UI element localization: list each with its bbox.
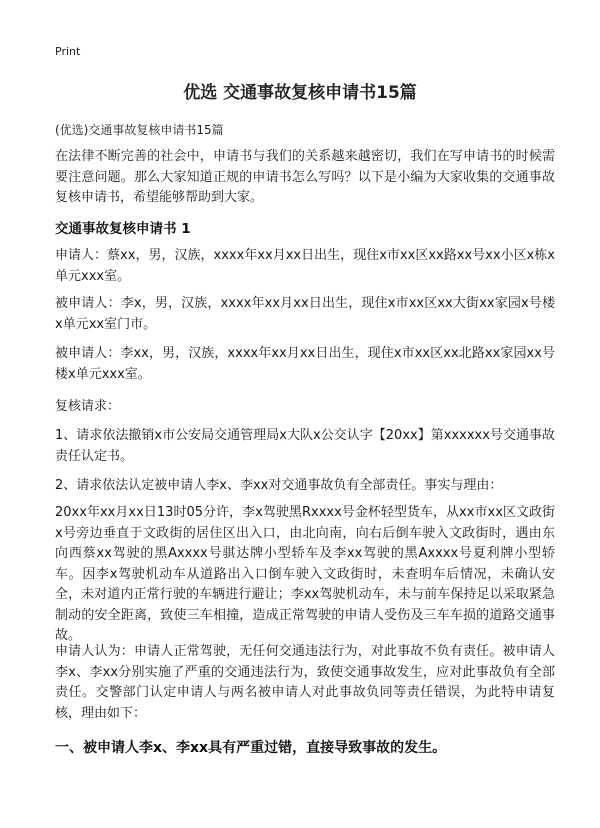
intro-paragraph: 在法律不断完善的社会中，申请书与我们的关系越来越密切，我们在写申请书的时候需要注意问题。那么大家知道正规的申请书怎么写吗？以下是小编为大家收集的交通事故复核申请书，希望能够帮助到大家。: [55, 149, 555, 205]
applicant-paragraph: 申请人：蔡xx，男，汉族，xxxx年xx月xx日出生，现住x市xx区xx路xx号xx小区x栋x单元xxx室。: [55, 248, 555, 284]
request-2-paragraph: 2、请求依法认定被申请人李x、李xx对交通事故负有全部责任。事实与理由：: [55, 478, 503, 493]
document-title: 优选 交通事故复核申请书15篇: [183, 83, 417, 103]
print-label: Print: [55, 45, 81, 58]
opinion-paragraph: 申请人认为：申请人正常驾驶，无任何交通违法行为，对此事故不负有责任。被申请人李x、李xx分别实施了严重的交通违法行为，致使交通事故发生，应对此事故负有全部责任。交警部门认定申请人与两名被申请人对此事故负同等责任错误，为此特申请复核，理由如下：: [55, 644, 555, 721]
review-request-label: 复核请求：: [55, 399, 121, 414]
section-heading: 交通事故复核申请书 1: [55, 221, 191, 237]
point-1-heading: 一、被申请人李x、李xx具有严重过错，直接导致事故的发生。: [55, 740, 447, 756]
facts-paragraph: 20xx年xx月xx日13时05分许，李x驾驶黑Rxxxx号金杯轻型货车，从xx市xx区文政街x号旁边垂直于文政街的居住区出入口，由北向南，向右后倒车驶入文政街时，遇由东向西蔡xx驾驶的黑Axxxx号骐达牌小型轿车及李xx驾驶的黑Axxxx号夏利牌小型轿车。因李x驾驶机动车从道路出入口倒车驶入文政街时，未查明车后情况，未确认安全，未对道内正常行驶的车辆进行避让；李xx驾驶机动车，未与前车保持足以采取紧急制动的安全距离，致使三车相撞，造成正常驾驶的申请人受伤及三车车损的道路交通事故。: [55, 505, 555, 643]
respondent-2-paragraph: 被申请人：李xx，男，汉族，xxxx年xx月xx日出生，现住x市xx区xx北路xx家园xx号楼x单元xxx室。: [55, 346, 555, 382]
request-1-paragraph: 1、请求依法撤销x市公安局交通管理局x大队x公交认字【20xx】第xxxxxx号交通事故责任认定书。: [55, 428, 555, 464]
document-subtitle: (优选)交通事故复核申请书15篇: [55, 123, 224, 137]
respondent-1-paragraph: 被申请人：李x，男，汉族，xxxx年xx月xx日出生，现住x市xx区xx大街xx家园x号楼x单元xx室门市。: [55, 296, 555, 332]
